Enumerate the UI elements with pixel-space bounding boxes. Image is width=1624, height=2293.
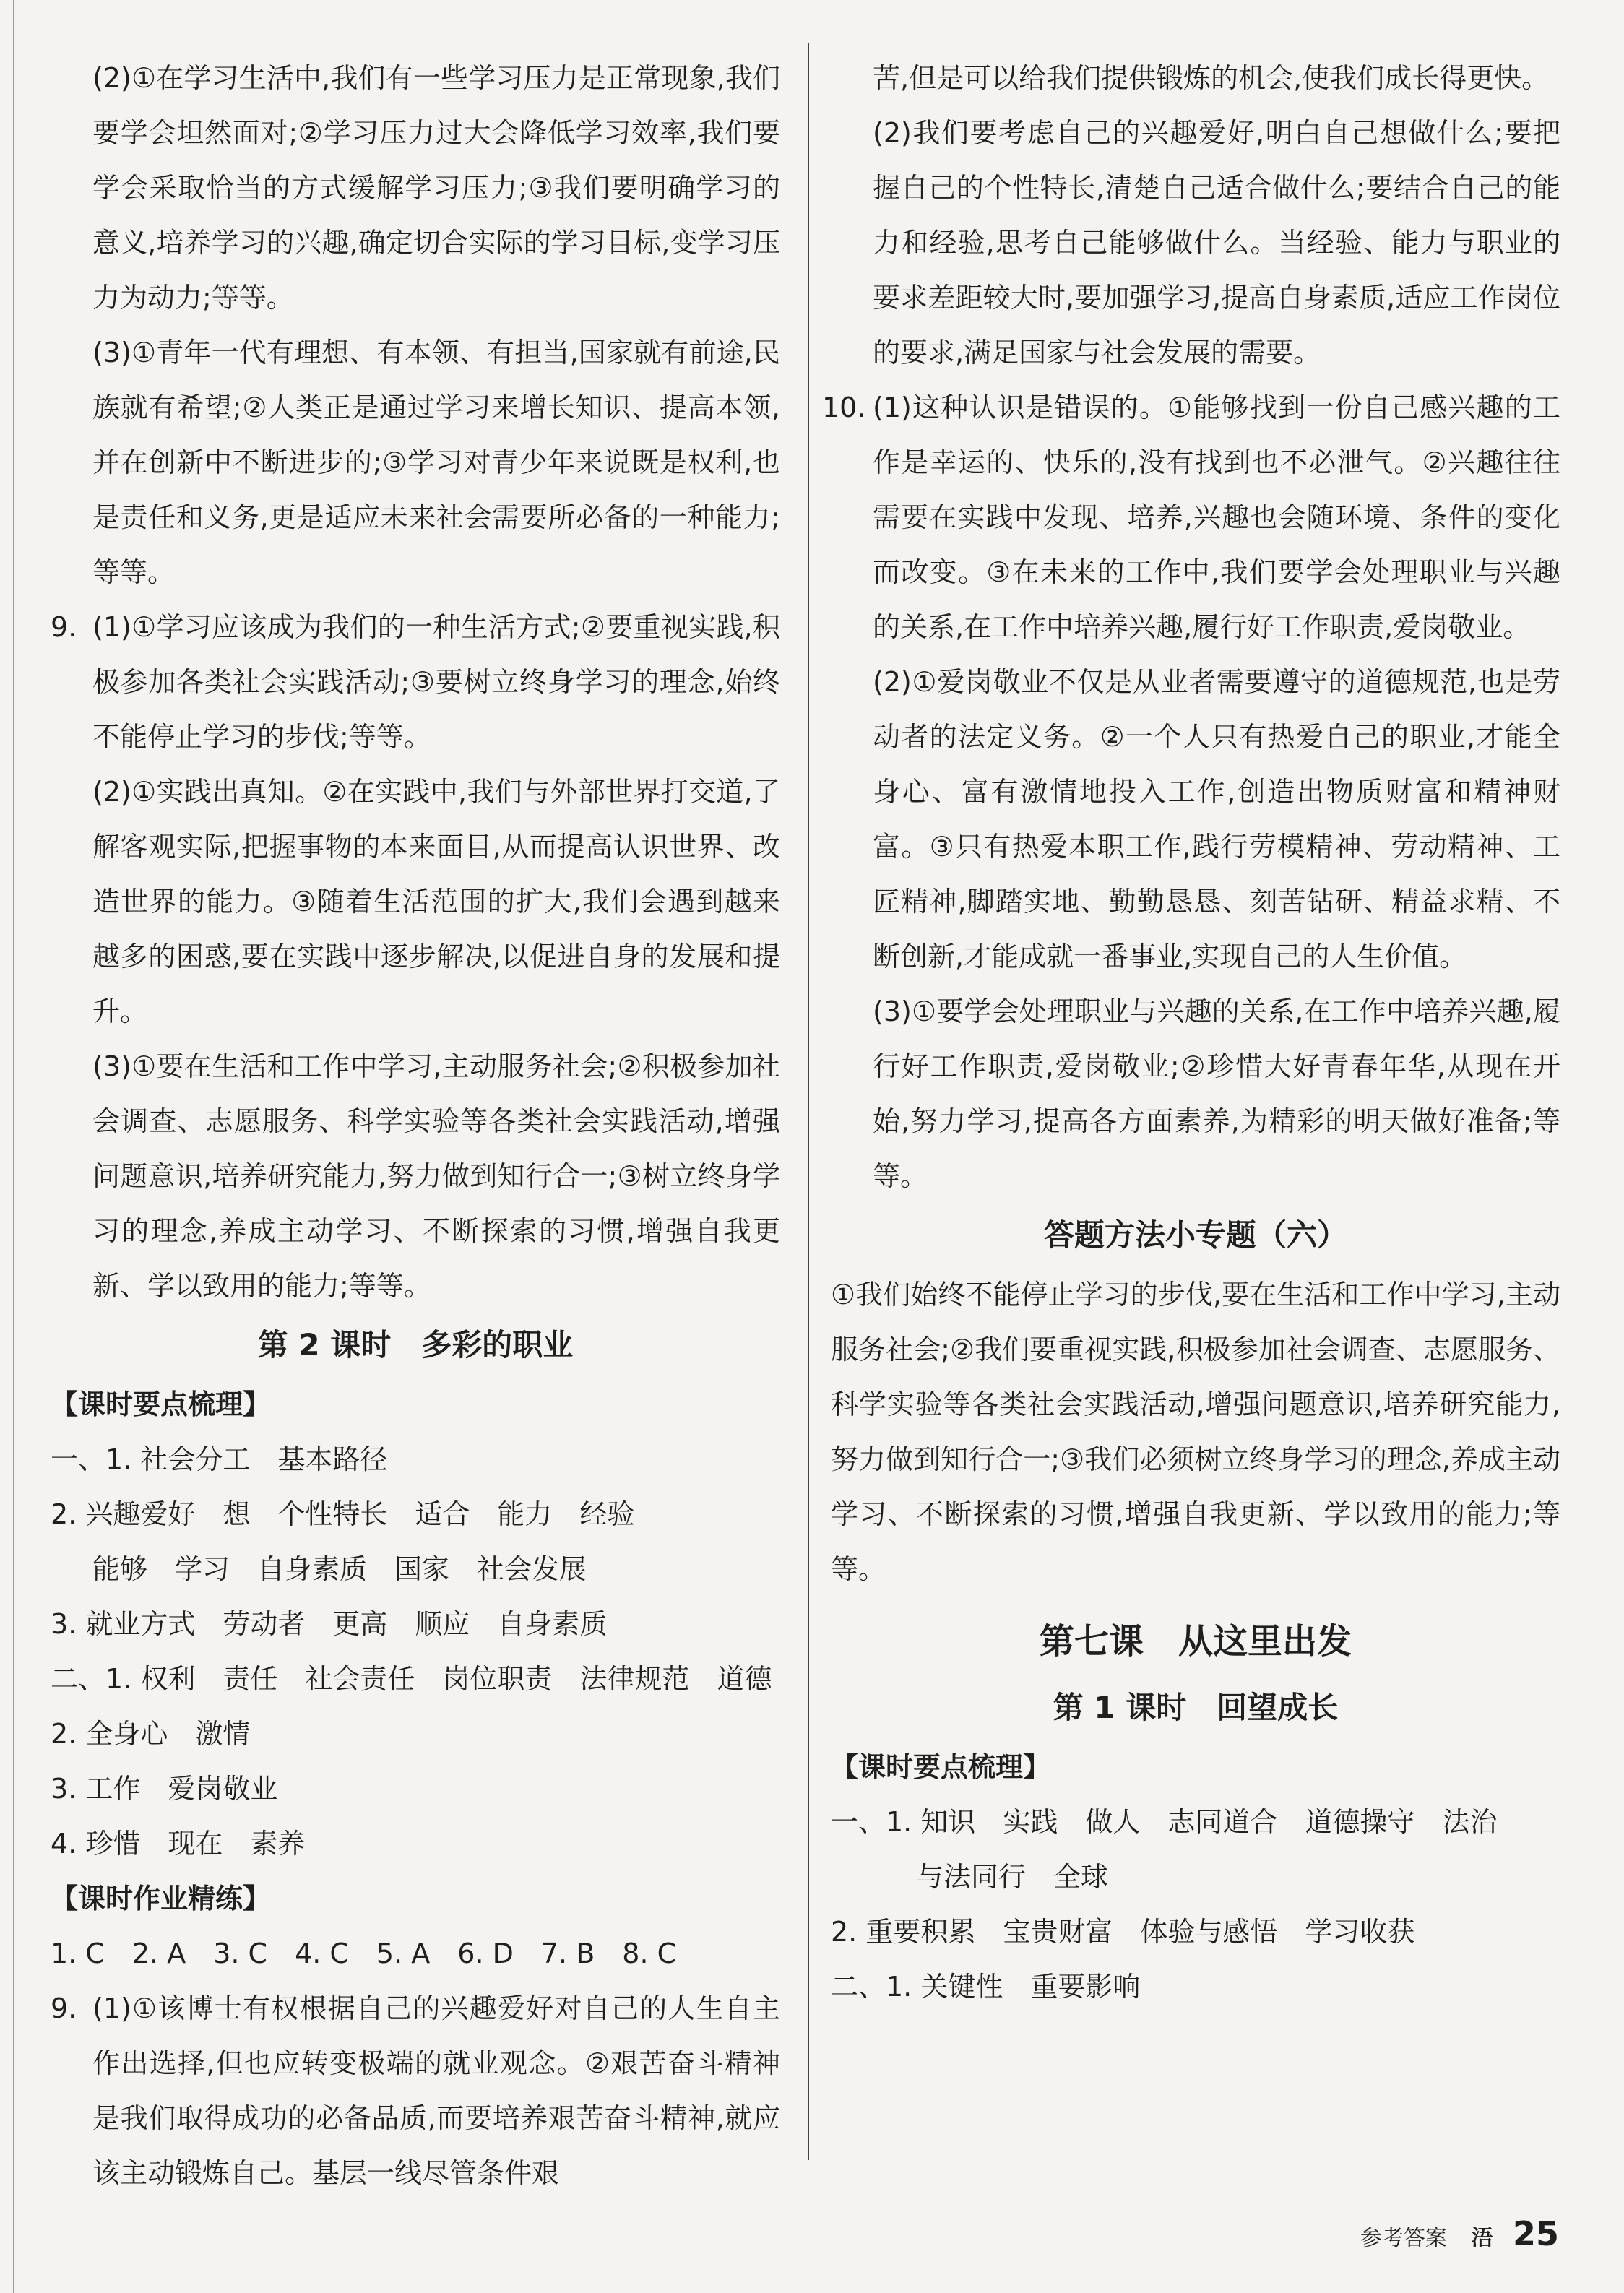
work-answer-9-part2: (2)我们要考虑自己的兴趣爱好,明白自己想做什么;要把握自己的个性特长,清楚自己适合做什么;要结合自己的能力和经验,思考自己能够做什么。当经验、能力与职业的要求差距较大时,要加强学习,提高自身素质,适应工作岗位的要求,满足国家与社会发展的需要。 xyxy=(873,117,1560,368)
key-point-line: 二、1. 关键性 重要影响 xyxy=(831,1971,1141,2003)
question-number: 9. xyxy=(51,611,77,643)
answer-9 xyxy=(51,600,780,1313)
answer-8-part3: (3)①青年一代有理想、有本领、有担当,国家就有前途,民族就有希望;②人类正是通过学习来增长知识、提高本领,并在创新中不断进步的;③学习对青少年来说既是权利,也是责任和义务,更是适应未来社会需要所必备的一种能力;等等。 xyxy=(92,337,780,588)
lesson-title: 第 1 课时 回望成长 xyxy=(1053,1690,1339,1725)
left-column xyxy=(51,51,780,2201)
right-column xyxy=(822,51,1560,2014)
key-point-line: 能够 学习 自身素质 国家 社会发展 xyxy=(92,1553,587,1585)
page-edge-line xyxy=(13,0,14,2293)
section-label: 【课时要点梳理】 xyxy=(831,1751,1051,1783)
key-point-line: 与法同行 全球 xyxy=(916,1861,1109,1893)
key-point-line: 2. 全身心 激情 xyxy=(51,1718,251,1750)
key-point-line: 二、1. 权利 责任 社会责任 岗位职责 法律规范 道德 xyxy=(51,1663,772,1695)
method-topic-text: ①我们始终不能停止学习的步伐,要在生活和工作中学习,主动服务社会;②我们要重视实践,积极参加社会调查、志愿服务、科学实验等各类社会实践活动,增强问题意识,培养研究能力,努力做到知行合一;③我们必须树立终身学习的理念,养成主动学习、不断探索的习惯,增强自我更新、学以致用的能力;等等。 xyxy=(831,1279,1560,1585)
lesson-title: 第 2 课时 多彩的职业 xyxy=(257,1327,574,1363)
answer-9-part2: (2)①实践出真知。②在实践中,我们与外部世界打交道,了解客观实际,把握事物的本来面目,从而提高认识世界、改造世界的能力。③随着生活范围的扩大,我们会遇到越来越多的困惑,要在实践中逐步解决,以促进自身的发展和提升。 xyxy=(92,776,780,1027)
key-point-line: 3. 就业方式 劳动者 更高 顺应 自身素质 xyxy=(51,1608,608,1640)
answer-9-part1: (1)①学习应该成为我们的一种生活方式;②要重视实践,积极参加各类社会实践活动;③要树立终身学习的理念,始终不能停止学习的步伐;等等。 xyxy=(92,611,780,753)
answer-8-part2: (2)①在学习生活中,我们有一些学习压力是正常现象,我们要学会坦然面对;②学习压力过大会降低学习效率,我们要学会采取恰当的方式缓解学习压力;③我们要明确学习的意义,培养学习的兴趣,确定切合实际的学习目标,变学习压力为动力;等等。 xyxy=(92,62,780,314)
multiple-choice-answers: 1. C 2. A 3. C 4. C 5. A 6. D 7. B 8. C xyxy=(51,1938,677,1969)
work-answer-10-part2: (2)①爱岗敬业不仅是从业者需要遵守的道德规范,也是劳动者的法定义务。②一个人只有热爱自己的职业,才能全身心、富有激情地投入工作,创造出物质财富和精神财富。③只有热爱本职工作,践行劳模精神、劳动精神、工匠精神,脚踏实地、勤勤恳恳、刻苦钻研、精益求精、不断创新,才能成就一番事业,实现自己的人生价值。 xyxy=(873,666,1560,972)
lesson-7-title: 第七课 从这里出发 xyxy=(1039,1621,1352,1662)
question-number: 9. xyxy=(51,1992,77,2024)
page-footer xyxy=(1360,2212,1559,2260)
key-point-line: 2. 重要积累 宝贵财富 体验与感悟 学习收获 xyxy=(831,1916,1415,1948)
work-answer-9-part1: (1)①该博士有权根据自己的兴趣爱好对自己的人生自主作出选择,但也应转变极端的就业观念。②艰苦奋斗精神是我们取得成功的必备品质,而要培养艰苦奋斗精神,就应该主动锻炼自己。基层一线尽管条件艰 xyxy=(92,1992,780,2189)
key-point-line: 4. 珍惜 现在 素养 xyxy=(51,1828,306,1860)
work-answer-9 xyxy=(51,1981,780,2201)
key-point-line: 2. 兴趣爱好 想 个性特长 适合 能力 经验 xyxy=(51,1498,635,1530)
key-point-line: 一、1. 社会分工 基本路径 xyxy=(51,1443,388,1475)
work-answer-10-part3: (3)①要学会处理职业与兴趣的关系,在工作中培养兴趣,履行好工作职责,爱岗敬业;②珍惜大好青春年华,从现在开始,努力学习,提高各方面素养,为精彩的明天做好准备;等等。 xyxy=(873,996,1560,1192)
footer-mark: 浯 xyxy=(1471,2226,1493,2251)
key-point-line: 一、1. 知识 实践 做人 志同道合 道德操守 法治 xyxy=(831,1806,1498,1838)
method-topic-title: 答题方法小专题（六） xyxy=(1043,1217,1347,1253)
key-point-line: 3. 工作 爱岗敬业 xyxy=(51,1773,278,1805)
question-number: 10. xyxy=(822,392,866,423)
section-label: 【课时作业精练】 xyxy=(51,1883,271,1914)
footer-label: 参考答案 xyxy=(1360,2226,1447,2251)
page-number: 25 xyxy=(1512,2214,1559,2253)
answer-9-part3: (3)①要在生活和工作中学习,主动服务社会;②积极参加社会调查、志愿服务、科学实验等各类社会实践活动,增强问题意识,培养研究能力,努力做到知行合一;③树立终身学习的理念,养成主动学习、不断探索的习惯,增强自我更新、学以致用的能力;等等。 xyxy=(92,1050,780,1302)
column-divider xyxy=(808,43,809,2160)
section-label: 【课时要点梳理】 xyxy=(51,1389,271,1420)
work-answer-9-continued: 苦,但是可以给我们提供锻炼的机会,使我们成长得更快。 xyxy=(873,62,1550,94)
work-answer-10-part1: (1)这种认识是错误的。①能够找到一份自己感兴趣的工作是幸运的、快乐的,没有找到也不必泄气。②兴趣往往需要在实践中发现、培养,兴趣也会随环境、条件的变化而改变。③在未来的工作中,我们要学会处理职业与兴趣的关系,在工作中培养兴趣,履行好工作职责,爱岗敬业。 xyxy=(873,392,1560,643)
work-answer-10 xyxy=(822,380,1560,1204)
